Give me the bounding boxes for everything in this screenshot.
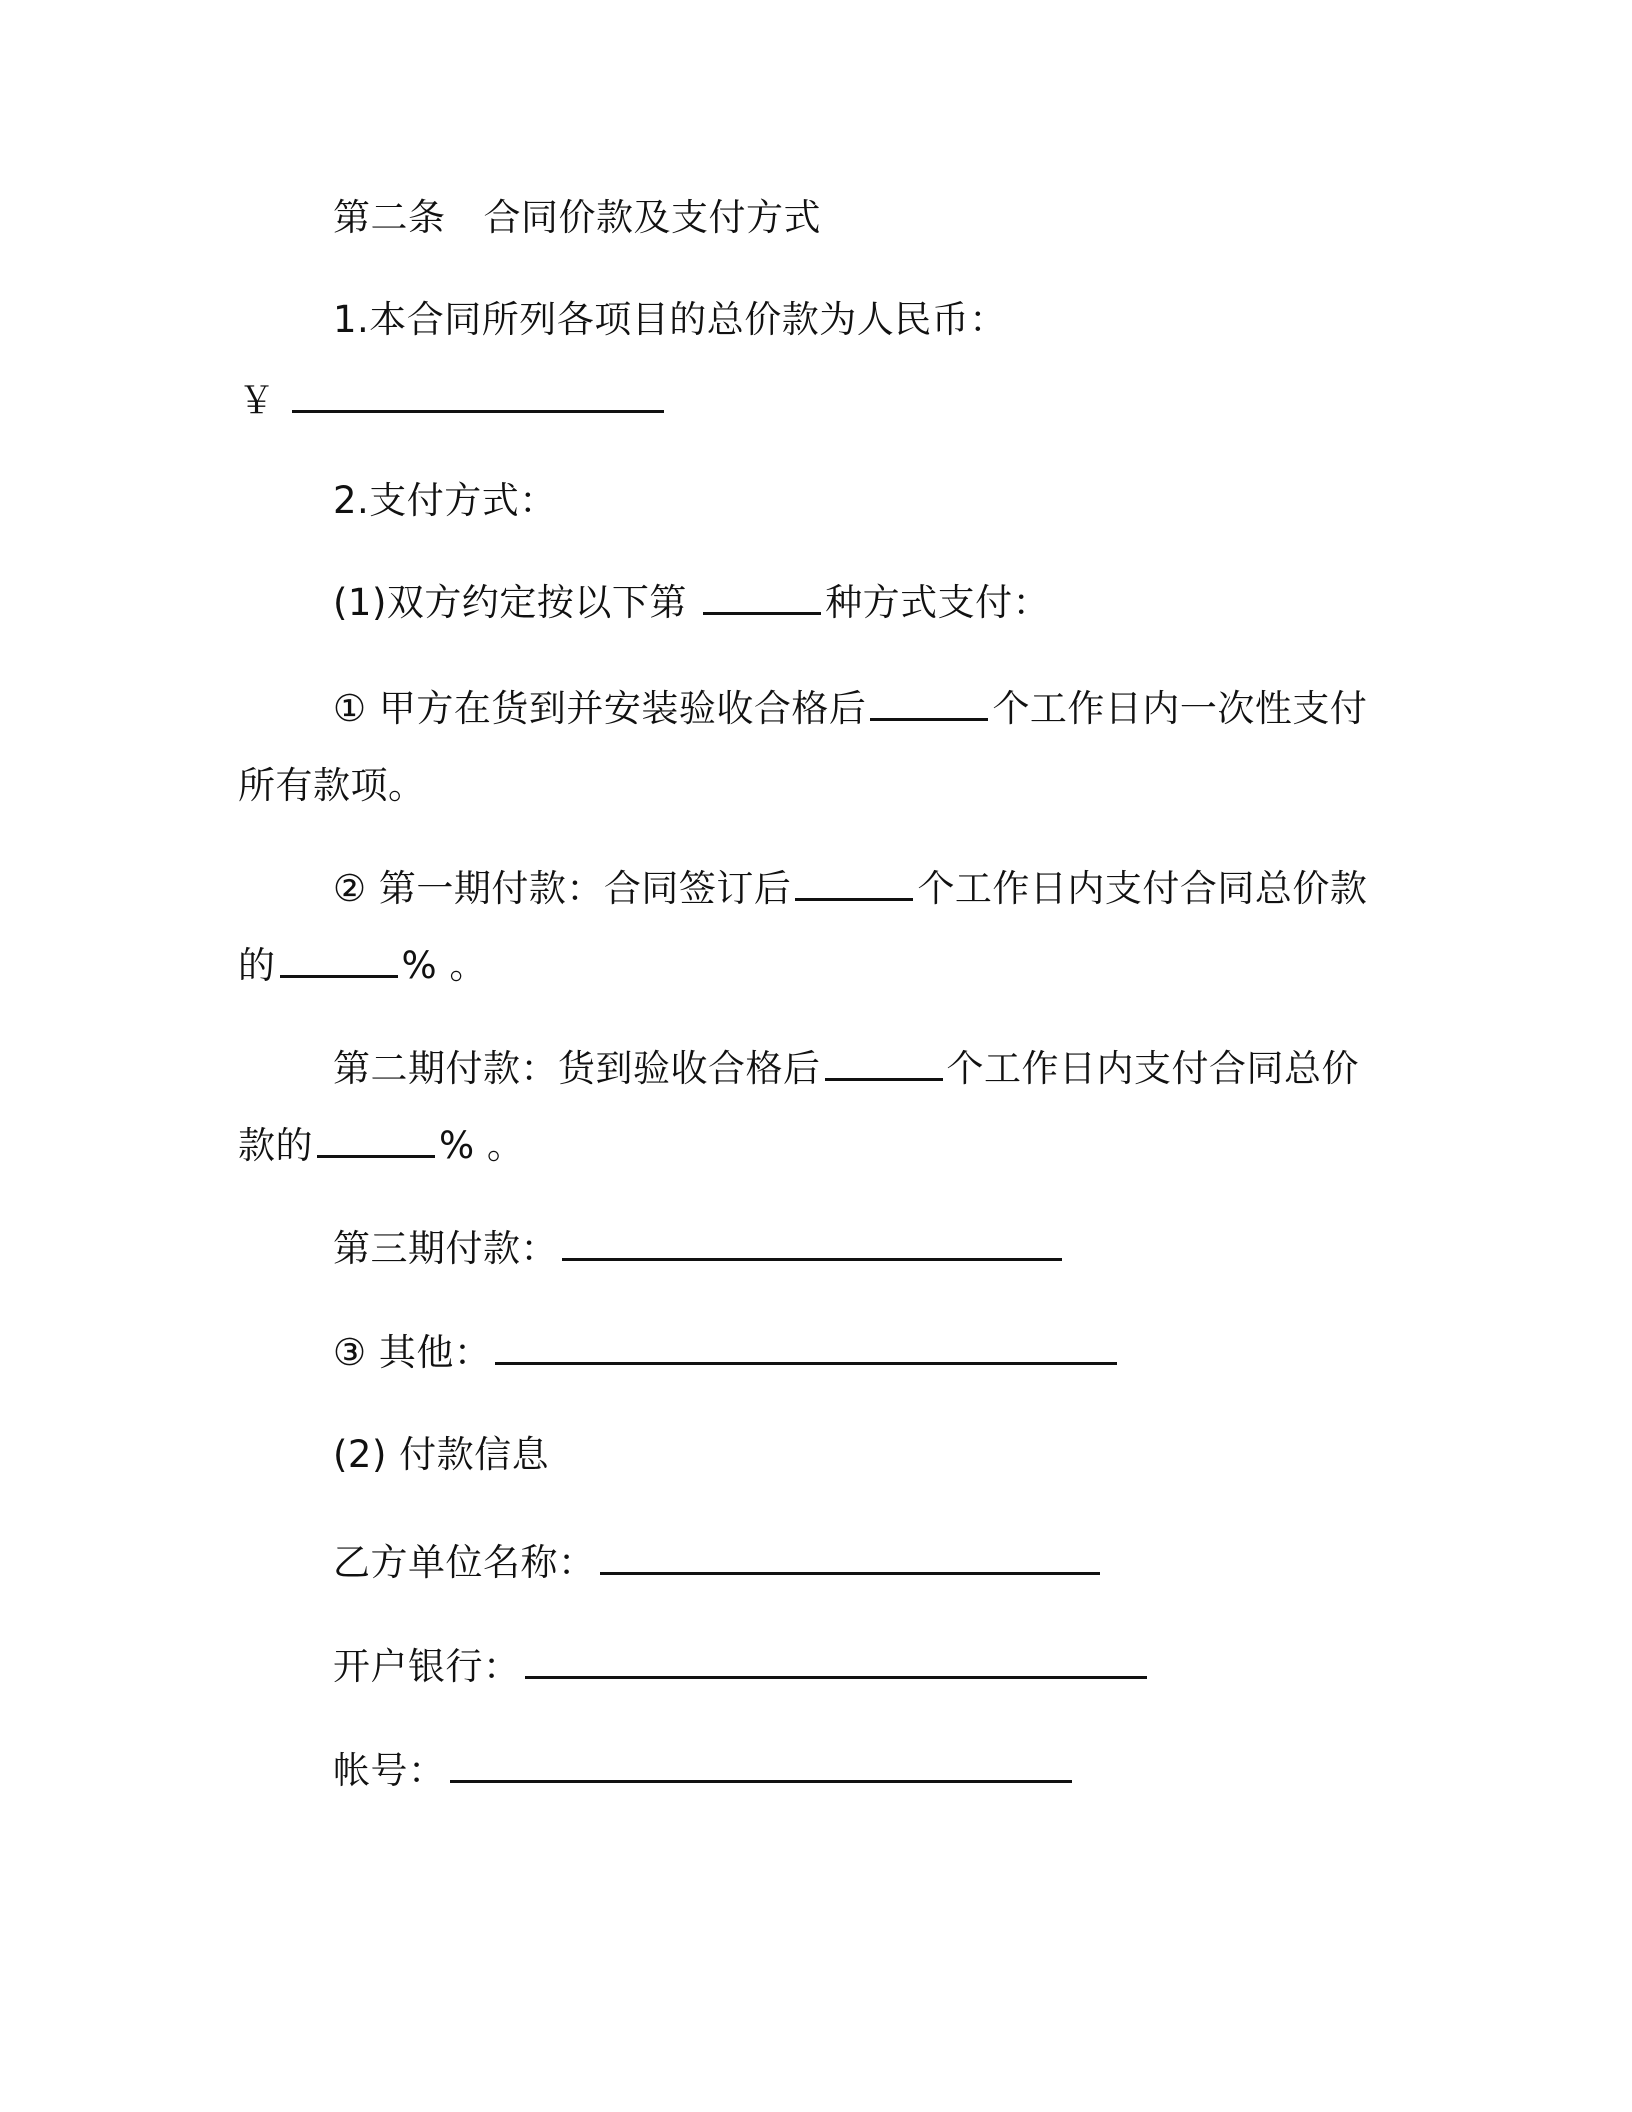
option-3-line xyxy=(333,1330,1121,1376)
bank-line xyxy=(333,1644,1151,1690)
currency-symbol: ￥ xyxy=(238,379,276,422)
opt1-suffix: 个工作日内一次性支付 xyxy=(992,687,1368,730)
phase2-text: 第二期付款：货到验收合格后 xyxy=(333,1047,821,1090)
phase3-blank[interactable] xyxy=(562,1228,1062,1261)
account-label: 帐号： xyxy=(333,1749,446,1792)
article-number: 第二条 xyxy=(333,196,446,239)
phase2-cont-suffix: % 。 xyxy=(439,1124,525,1167)
phase2-days-blank[interactable] xyxy=(825,1048,943,1081)
method-number-blank[interactable] xyxy=(703,582,821,615)
phase2-percent-blank[interactable] xyxy=(317,1125,435,1158)
account-blank[interactable] xyxy=(450,1750,1072,1783)
payee-line xyxy=(333,1540,1104,1586)
opt1-days-blank[interactable] xyxy=(870,688,988,721)
option-1-line xyxy=(333,686,1367,732)
sub1-suffix: 种方式支付： xyxy=(825,581,1051,624)
clause-2-heading: 2.支付方式： xyxy=(333,479,557,522)
phase3-label: 第三期付款： xyxy=(333,1227,558,1270)
option-2-line xyxy=(333,866,1367,912)
account-line xyxy=(333,1748,1076,1794)
article-heading xyxy=(333,195,821,241)
phase-3-line xyxy=(333,1226,1066,1272)
article-title: 合同价款及支付方式 xyxy=(483,196,821,239)
phase-2-line xyxy=(333,1046,1359,1092)
sub2-heading: (2) 付款信息 xyxy=(333,1433,550,1476)
opt1-text: ① 甲方在货到并安装验收合格后 xyxy=(333,687,867,730)
opt2-days-blank[interactable] xyxy=(795,868,913,901)
option-1-cont: 所有款项。 xyxy=(238,764,426,807)
opt2-percent-blank[interactable] xyxy=(280,945,398,978)
opt2-cont-suffix: % 。 xyxy=(401,944,487,987)
payee-label: 乙方单位名称： xyxy=(333,1541,596,1584)
sub1-prefix: (1)双方约定按以下第 xyxy=(333,581,687,624)
option-2-cont xyxy=(238,943,487,989)
opt3-label: ③ 其他： xyxy=(333,1331,492,1374)
phase2-suffix: 个工作日内支付合同总价 xyxy=(946,1047,1359,1090)
opt3-blank[interactable] xyxy=(495,1332,1117,1365)
payment-method-select-line xyxy=(333,580,1050,626)
opt2-suffix: 个工作日内支付合同总价款 xyxy=(917,867,1368,910)
bank-blank[interactable] xyxy=(525,1646,1147,1679)
total-price-blank[interactable] xyxy=(292,380,664,413)
opt2-text: ② 第一期付款：合同签订后 xyxy=(333,867,792,910)
clause-1-text: 1.本合同所列各项目的总价款为人民币： xyxy=(333,298,1007,341)
bank-label: 开户银行： xyxy=(333,1645,521,1688)
total-price-line xyxy=(238,378,668,424)
phase2-cont-prefix: 款的 xyxy=(238,1124,313,1167)
opt2-cont-prefix: 的 xyxy=(238,944,276,987)
payee-blank[interactable] xyxy=(600,1542,1100,1575)
phase-2-cont xyxy=(238,1123,524,1169)
